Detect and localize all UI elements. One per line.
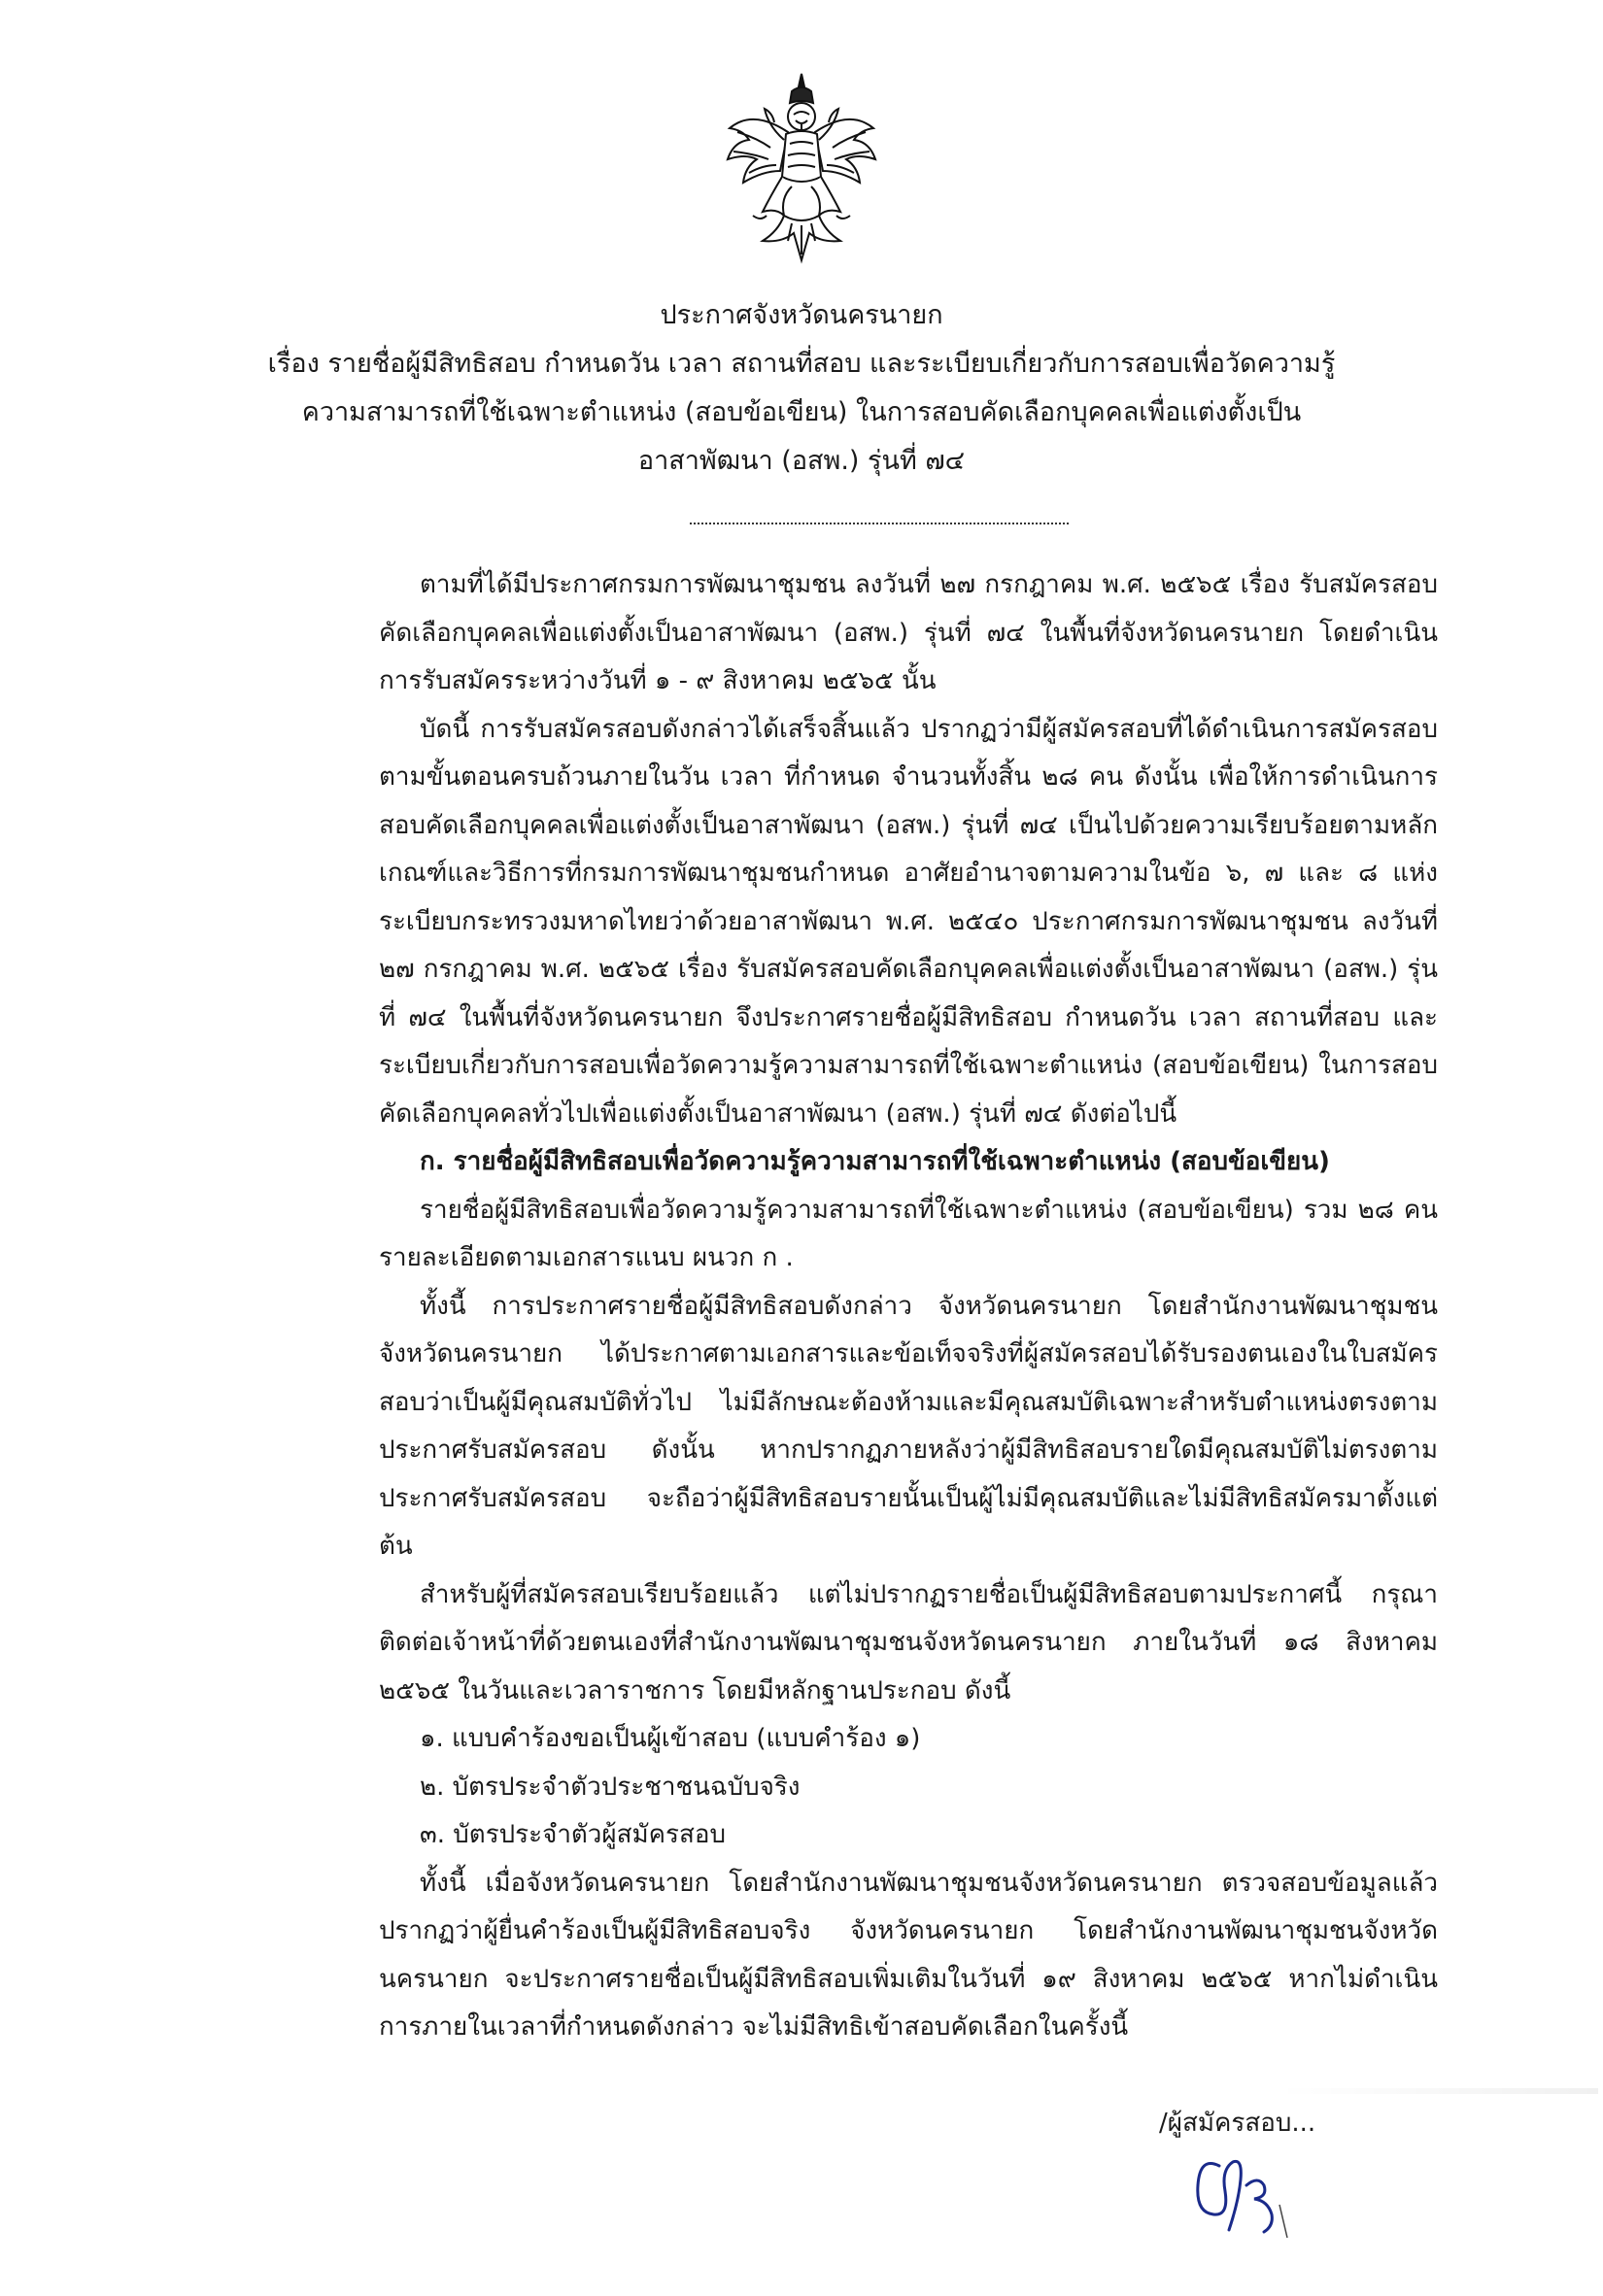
subject-line-1: เรื่อง รายชื่อผู้มีสิทธิสอบ กำหนดวัน เวลา สถานที่สอบ และระเบียบเกี่ยวกับการสอบเพื่อวัดความรู้: [267, 349, 1336, 379]
section-a-title: ก. รายชื่อผู้มีสิทธิสอบเพื่อวัดความรู้ความสามารถที่ใช้เฉพาะตำแหน่ง (สอบข้อเขียน): [420, 1147, 1330, 1176]
paragraph-4: ทั้งนี้ การประกาศรายชื่อผู้มีสิทธิสอบดังกล่าว จังหวัดนครนายก โดยสำนักงานพัฒนาชุมชนจังหวัดนครนายก ได้ประกาศตามเอกสารและข้อเท็จจริงที่ผู้สมัครสอบได้รับรองตนเองในใบสมัครสอบว่าเป็นผู้มีคุณสมบัติทั่วไป ไม่มีลักษณะต้องห้ามและมีคุณสมบัติเฉพาะสำหรับตำแหน่งตรงตามประกาศรับสมัครสอบ ดังนั้น หากปรากฏภายหลังว่าผู้มีสิทธิสอบรายใดมีคุณสมบัติไม่ตรงตามประกาศรับสมัครสอบ จะถือว่าผู้มีสิทธิสอบรายนั้นเป็นผู้ไม่มีคุณสมบัติและไม่มีสิทธิสมัครมาตั้งแต่ต้น: [379, 1291, 1438, 1561]
paragraph-1: ตามที่ได้มีประกาศกรมการพัฒนาชุมชน ลงวันที่ ๒๗ กรกฎาคม พ.ศ. ๒๕๖๕ เรื่อง รับสมัครสอบคัดเลือกบุคคลเพื่อแต่งตั้งเป็นอาสาพัฒนา (อสพ.) รุ่นที่ ๗๔ ในพื้นที่จังหวัดนครนายก โดยดำเนินการรับสมัครระหว่างวันที่ ๑ - ๙ สิงหาคม ๒๕๖๕ นั้น: [379, 570, 1438, 695]
continuation-note: /ผู้สมัครสอบ...: [1159, 2109, 1316, 2138]
scan-artifact: [1278, 2088, 1598, 2094]
list-item: ๓. บัตรประจำตัวผู้สมัครสอบ: [420, 1820, 726, 1849]
agency-title: ประกาศจังหวัดนครนายก: [660, 300, 943, 330]
subject-line-3: อาสาพัฒนา (อสพ.) รุ่นที่ ๗๔: [637, 446, 966, 476]
announcement-body: [379, 561, 1438, 2052]
handwritten-initials-icon: [1190, 2137, 1297, 2244]
announcement-header: [0, 291, 1603, 486]
paragraph-6: ทั้งนี้ เมื่อจังหวัดนครนายก โดยสำนักงานพัฒนาชุมชนจังหวัดนครนายก ตรวจสอบข้อมูลแล้ว ปรากฏว่าผู้ยื่นคำร้องเป็นผู้มีสิทธิสอบจริง จังหวัดนครนายก โดยสำนักงานพัฒนาชุมชนจังหวัดนครนายก จะประกาศรายชื่อเป็นผู้มีสิทธิสอบเพิ่มเติมในวันที่ ๑๙ สิงหาคม ๒๕๖๕ หากไม่ดำเนินการภายในเวลาที่กำหนดดังกล่าว จะไม่มีสิทธิเข้าสอบคัดเลือกในครั้งนี้: [379, 1868, 1438, 2042]
garuda-emblem-icon: [724, 70, 879, 269]
paragraph-3: รายชื่อผู้มีสิทธิสอบเพื่อวัดความรู้ความสามารถที่ใช้เฉพาะตำแหน่ง (สอบข้อเขียน) รวม ๒๘ คน รายละเอียดตามเอกสารแนบ ผนวก ก .: [379, 1195, 1438, 1272]
list-item: ๑. แบบคำร้องขอเป็นผู้เข้าสอบ (แบบคำร้อง ๑): [420, 1724, 921, 1753]
dotted-divider: [690, 523, 1069, 524]
subject-line-2: ความสามารถที่ใช้เฉพาะตำแหน่ง (สอบข้อเขียน) ในการสอบคัดเลือกบุคคลเพื่อแต่งตั้งเป็น: [301, 397, 1302, 427]
paragraph-2: บัดนี้ การรับสมัครสอบดังกล่าวได้เสร็จสิ้นแล้ว ปรากฏว่ามีผู้สมัครสอบที่ได้ดำเนินการสมัครสอบตามขั้นตอนครบถ้วนภายในวัน เวลา ที่กำหนด จำนวนทั้งสิ้น ๒๘ คน ดังนั้น เพื่อให้การดำเนินการสอบคัดเลือกบุคคลเพื่อแต่งตั้งเป็นอาสาพัฒนา (อสพ.) รุ่นที่ ๗๔ เป็นไปด้วยความเรียบร้อยตามหลักเกณฑ์และวิธีการที่กรมการพัฒนาชุมชนกำหนด อาศัยอำนาจตามความในข้อ ๖, ๗ และ ๘ แห่งระเบียบกระทรวงมหาดไทยว่าด้วยอาสาพัฒนา พ.ศ. ๒๕๔๐ ประกาศกรมการพัฒนาชุมชน ลงวันที่ ๒๗ กรกฎาคม พ.ศ. ๒๕๖๕ เรื่อง รับสมัครสอบคัดเลือกบุคคลเพื่อแต่งตั้งเป็นอาสาพัฒนา (อสพ.) รุ่นที่ ๗๔ ในพื้นที่จังหวัดนครนายก จึงประกาศรายชื่อผู้มีสิทธิสอบ กำหนดวัน เวลา สถานที่สอบ และระเบียบเกี่ยวกับการสอบเพื่อวัดความรู้ความสามารถที่ใช้เฉพาะตำแหน่ง (สอบข้อเขียน) ในการสอบคัดเลือกบุคคลทั่วไปเพื่อแต่งตั้งเป็นอาสาพัฒนา (อสพ.) รุ่นที่ ๗๔ ดังต่อไปนี้: [379, 714, 1438, 1129]
paragraph-5: สำหรับผู้ที่สมัครสอบเรียบร้อยแล้ว แต่ไม่ปรากฏรายชื่อเป็นผู้มีสิทธิสอบตามประกาศนี้ กรุณาติดต่อเจ้าหน้าที่ด้วยตนเองที่สำนักงานพัฒนาชุมชนจังหวัดนครนายก ภายในวันที่ ๑๘ สิงหาคม ๒๕๖๕ ในวันและเวลาราชการ โดยมีหลักฐานประกอบ ดังนี้: [379, 1579, 1438, 1705]
list-item: ๒. บัตรประจำตัวประชาชนฉบับจริง: [420, 1772, 801, 1802]
